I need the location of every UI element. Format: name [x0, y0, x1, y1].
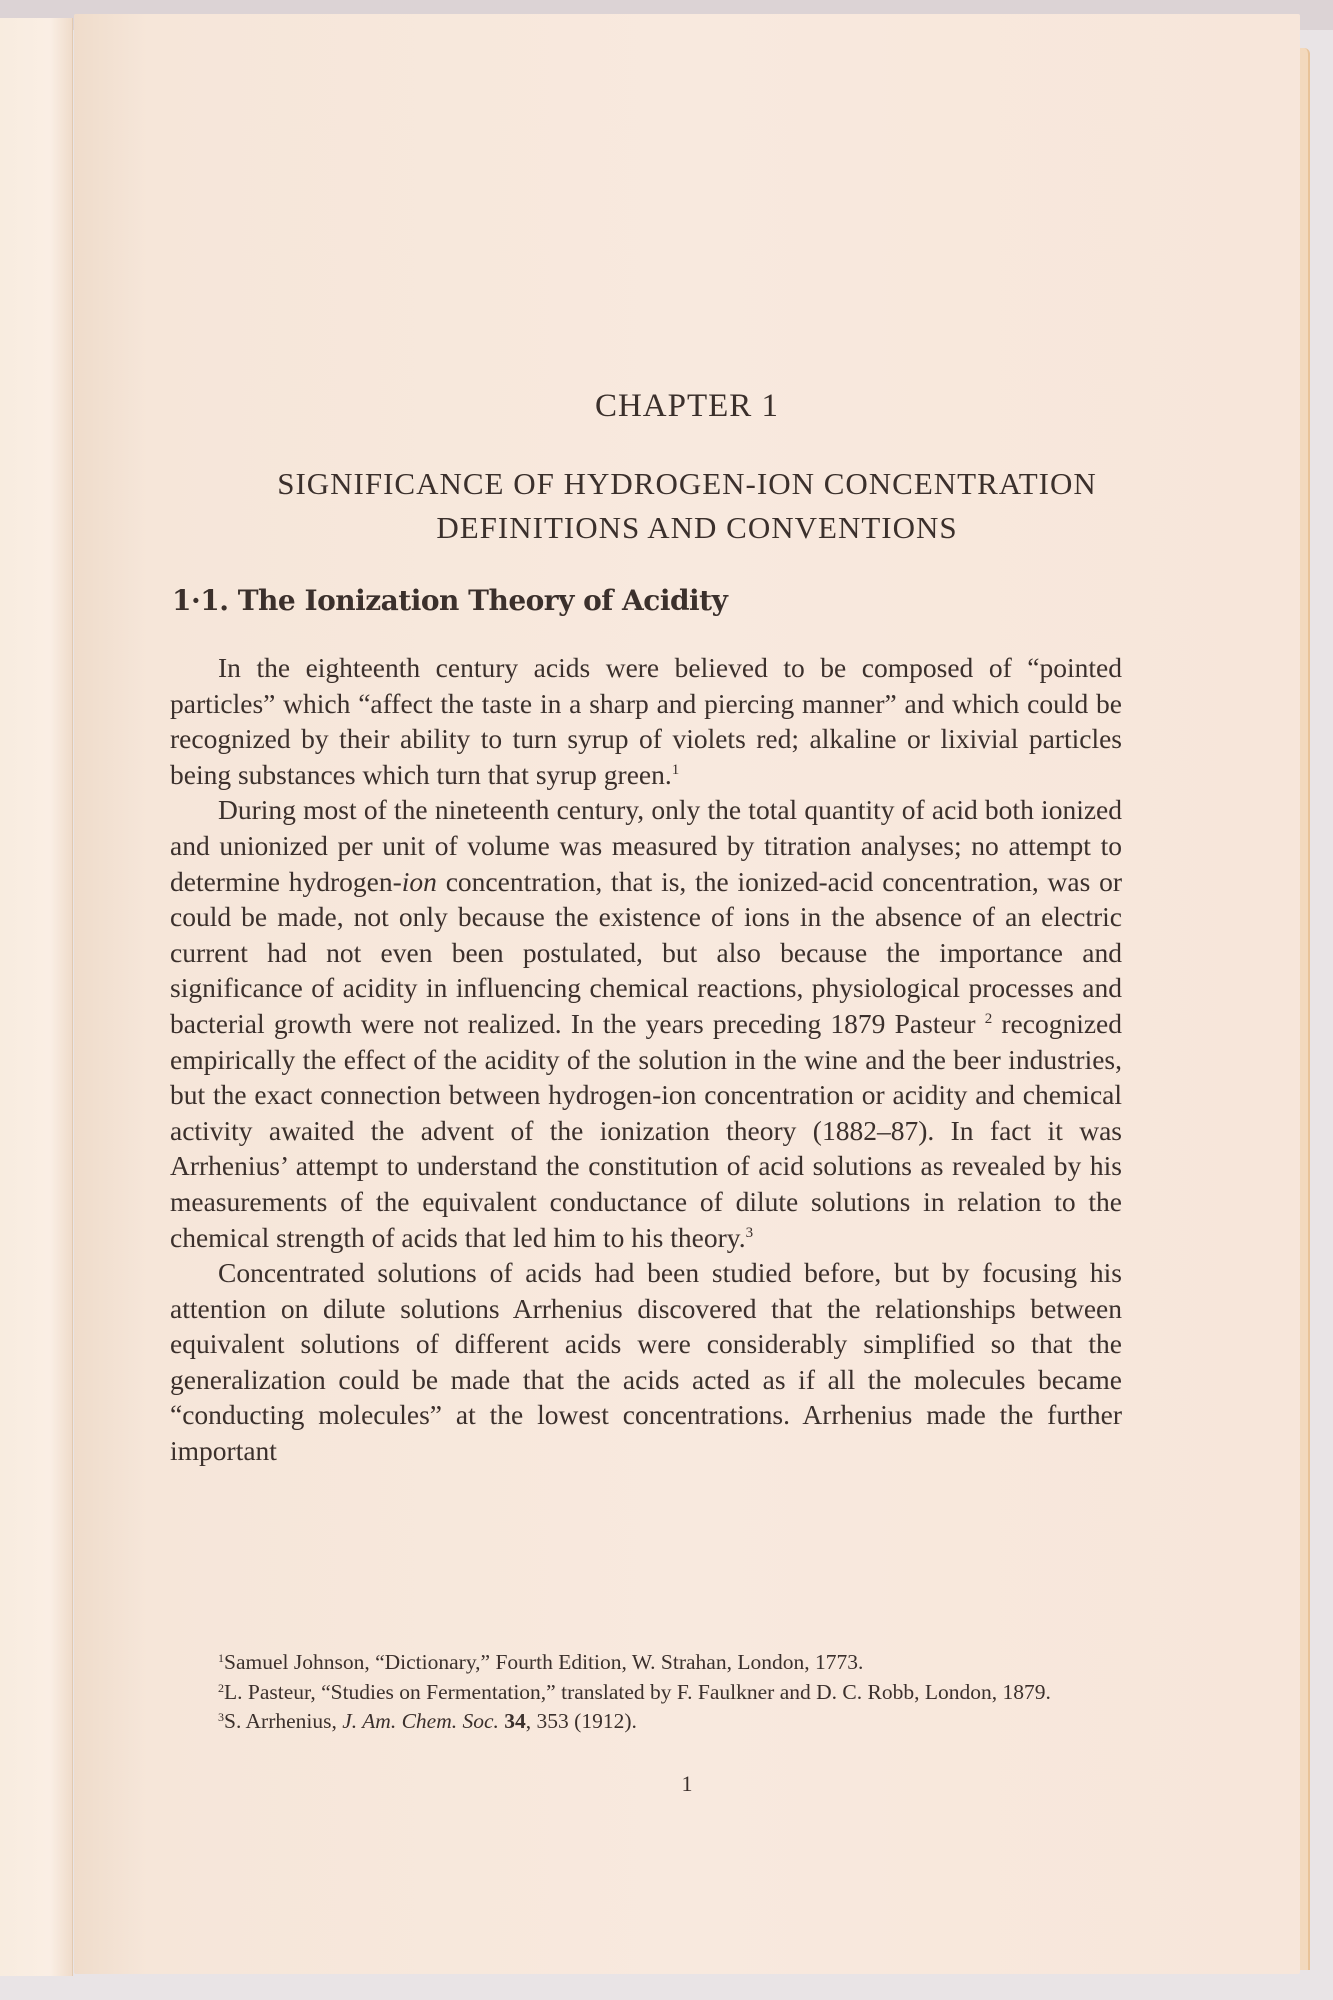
- footnote-1: [170, 1648, 1122, 1678]
- journal-name: J. Am. Chem. Soc.: [342, 1709, 499, 1733]
- footnote-number: 2: [218, 1680, 224, 1695]
- paragraph-text: concentration, that is, the ionized-acid concentration, was or could be made, not only because the existence of ions in the absence of an electric current had not even been postulated, but also because the importance and significance of acidity in influencing chemical reactions, physiological processes and bacterial growth were not realized. In the years preceding 1879 Pasteur: [170, 865, 1123, 1039]
- journal-volume: 34: [498, 1709, 526, 1733]
- body-text: [170, 650, 1122, 1469]
- facing-page-edge: [0, 18, 73, 1976]
- footnote-text: Samuel Johnson, “Dictionary,” Fourth Edition, W. Strahan, London, 1773.: [224, 1650, 864, 1674]
- footnote-number: 3: [218, 1710, 224, 1724]
- page-number: 1: [681, 1771, 693, 1796]
- footnote-ref: 3: [745, 1224, 754, 1241]
- footnote-text: L. Pasteur, “Studies on Fermentation,” translated by F. Faulkner and D. C. Robb, London, 1879.: [224, 1679, 1051, 1704]
- footnotes: [170, 1648, 1122, 1737]
- paragraph-1: [170, 650, 1122, 792]
- footnote-3: [170, 1707, 1122, 1737]
- section-heading: 1·1. The Ionization Theory of Acidity: [172, 584, 728, 617]
- paragraph-text: recognized empirically the effect of the acidity of the solution in the wine and the beer industries, but the exact connection between hydrogen-ion concentration or acidity and chemical activity awaited the advent of the ionization theory (1882–87). In fact it was Arrhenius’ attempt to understand the constitution of acid solutions as revealed by his measurements of the equivalent conductance of dilute solutions in relation to the chemical strength of acids that led him to his theory.: [170, 1007, 1123, 1253]
- paragraph-text: During most of the nineteenth century, only the total quantity of acid both ionized and unionized per unit of volume was measured by titration analyses; no attempt to determine hydrogen-: [170, 794, 1122, 897]
- chapter-title-line-1: SIGNIFICANCE OF HYDROGEN-ION CONCENTRATION: [277, 466, 1097, 501]
- paragraph-text: Concentrated solutions of acids had been studied before, but by focusing his attention on dilute solutions Arrhenius discovered that the relationships between equivalent solutions of different acids were considerably simplified so that the generalization could be made that the acids acted as if all the molecules became “conducting molecules” at the lowest concentrations. Arrhenius made the further important: [170, 1257, 1122, 1467]
- chapter-title-line-2: DEFINITIONS AND CONVENTIONS: [436, 510, 958, 545]
- chapter-label: CHAPTER 1: [594, 388, 780, 424]
- book-page: [74, 14, 1300, 1974]
- footnote-author: S. Arrhenius,: [224, 1709, 343, 1733]
- paragraph-3: [170, 1255, 1122, 1469]
- paragraph-2: [170, 792, 1122, 1255]
- footnote-2: [170, 1678, 1122, 1708]
- italic-term: ion: [401, 865, 437, 897]
- footnote-ref: 2: [984, 1010, 993, 1027]
- footnote-text: , 353 (1912).: [525, 1709, 637, 1733]
- footnote-number: 1: [218, 1651, 224, 1665]
- paragraph-text: In the eighteenth century acids were believed to be composed of “pointed particles” which “affect the taste in a sharp and piercing manner” and which could be recognized by their ability to turn syrup of violets red; alkaline or lixivial particles being substances which turn that syrup green.: [170, 652, 1122, 790]
- footnote-ref: 1: [671, 761, 680, 778]
